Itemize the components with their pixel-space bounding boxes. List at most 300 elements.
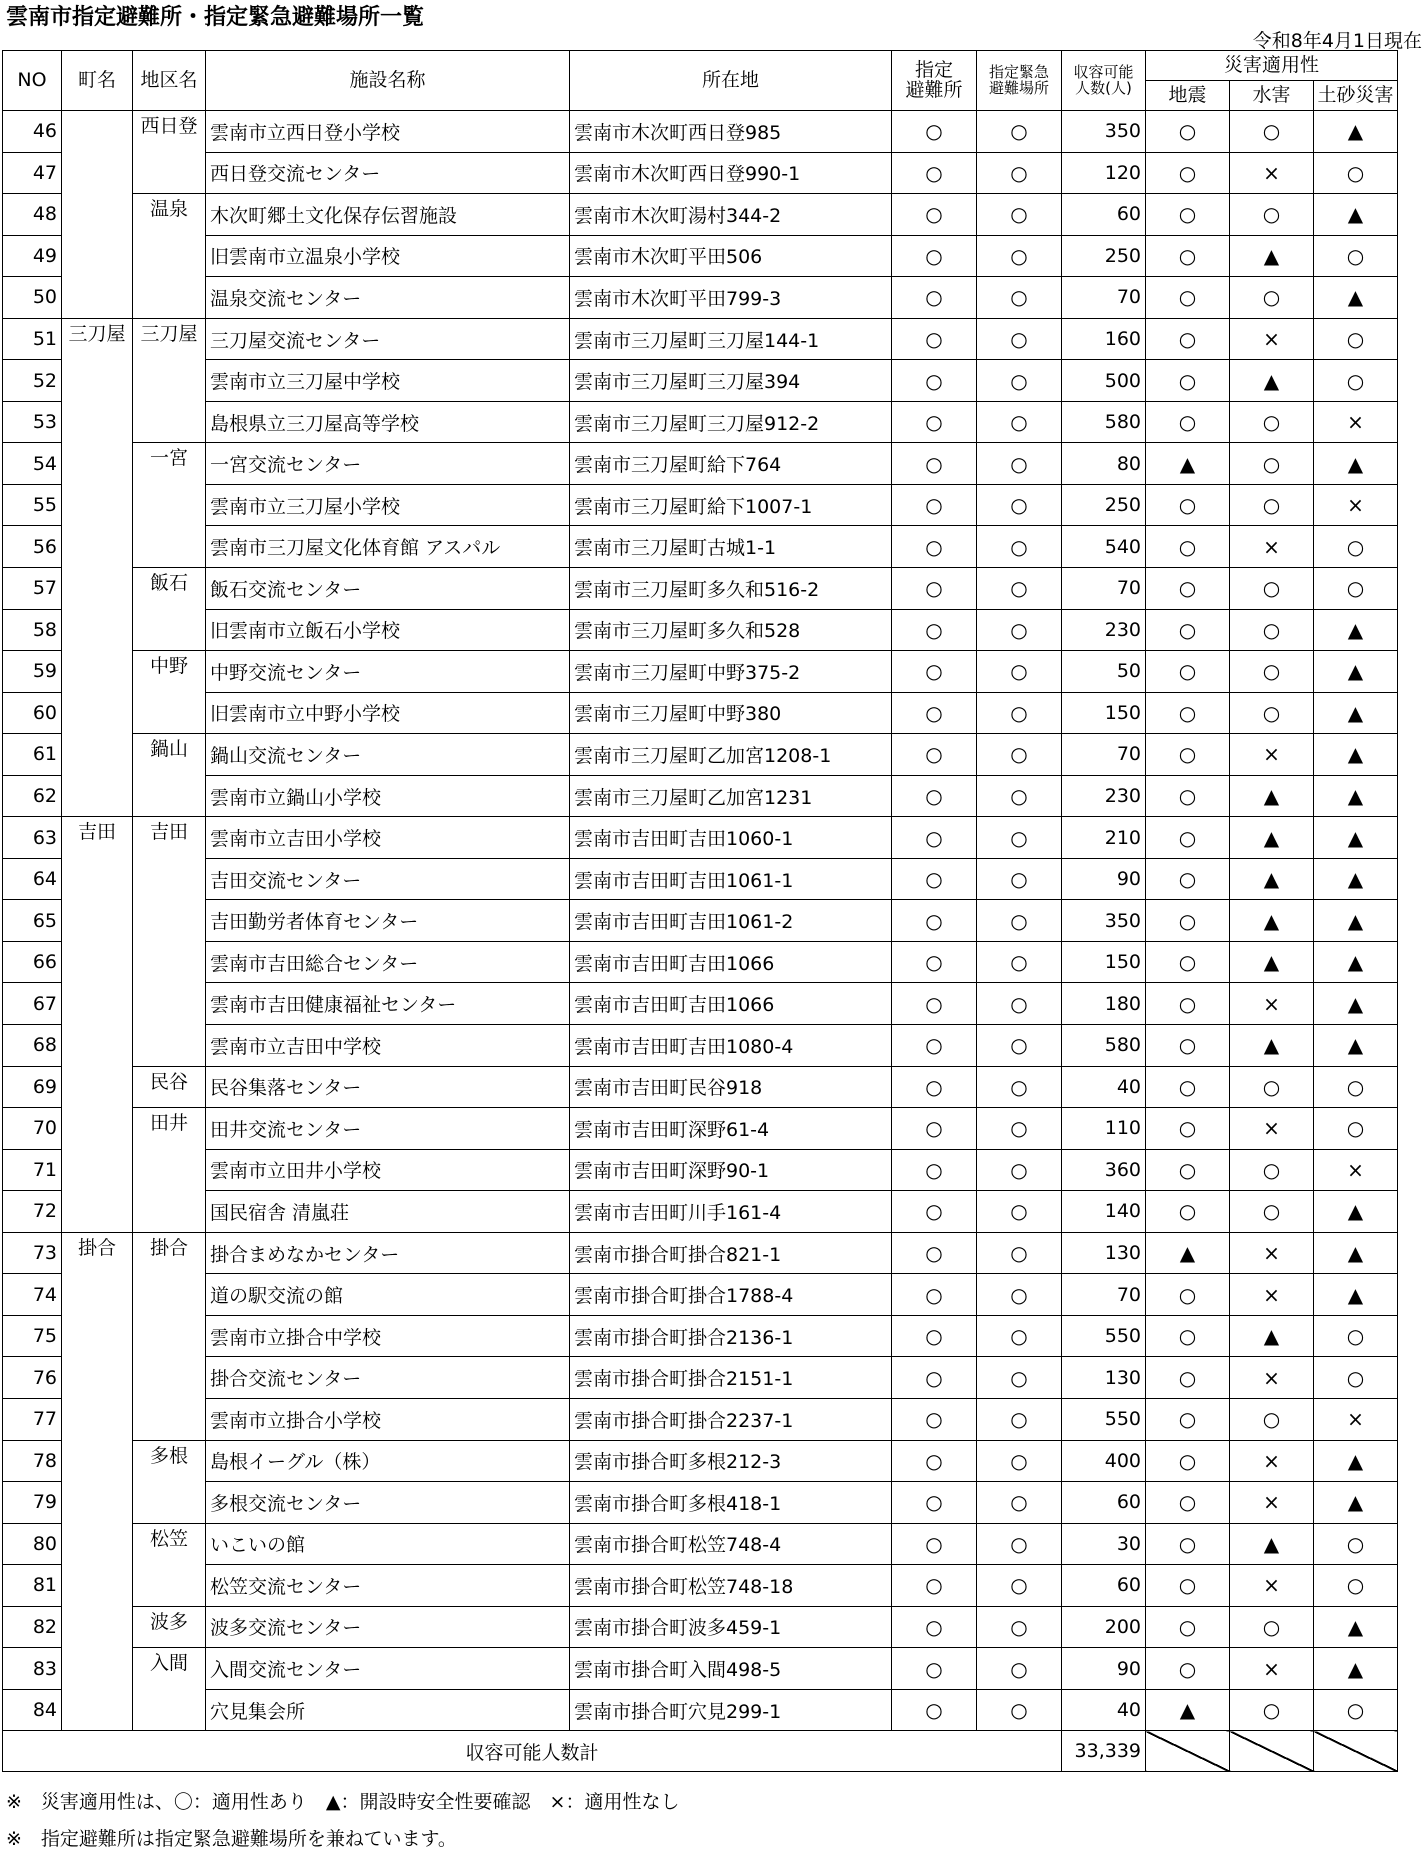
emergency-mark: ○ [977,194,1062,236]
capacity-value: 360 [1062,1149,1146,1191]
flood-mark: × [1230,1648,1314,1690]
facility-name: 雲南市三刀屋文化体育館 アスパル [206,526,570,568]
flood-mark: ○ [1230,277,1314,319]
facility-address: 雲南市吉田町吉田1061-1 [570,858,892,900]
table-row [3,152,1398,194]
emergency-mark: ○ [977,609,1062,651]
shelter-mark: ○ [892,1440,977,1482]
emergency-mark: ○ [977,360,1062,402]
facility-address: 雲南市三刀屋町中野375-2 [570,651,892,693]
flood-mark: ▲ [1230,360,1314,402]
shelter-mark: ○ [892,1606,977,1648]
facility-address: 雲南市三刀屋町給下764 [570,443,892,485]
facility-address: 雲南市掛合町松笠748-4 [570,1523,892,1565]
header-facility: 施設名称 [206,51,570,111]
landslide-mark: ▲ [1314,1648,1398,1690]
row-no: 74 [3,1274,62,1316]
emergency-mark: ○ [977,277,1062,319]
landslide-mark: ▲ [1314,1025,1398,1067]
flood-mark: × [1230,1357,1314,1399]
flood-mark: ○ [1230,1689,1314,1731]
header-emergency: 指定緊急 避難場所 [977,51,1062,111]
table-row [3,111,1398,153]
header-capacity: 収容可能 人数(人) [1062,51,1146,111]
quake-mark: ○ [1146,1025,1230,1067]
facility-address: 雲南市掛合町多根418-1 [570,1482,892,1524]
capacity-value: 150 [1062,692,1146,734]
landslide-mark: × [1314,484,1398,526]
district-name: 一宮 [133,443,206,568]
emergency-mark: ○ [977,568,1062,610]
landslide-mark: ▲ [1314,900,1398,942]
flood-mark: × [1230,1482,1314,1524]
flood-mark: ▲ [1230,1523,1314,1565]
flood-mark: ○ [1230,651,1314,693]
quake-mark: ▲ [1146,443,1230,485]
facility-name: 松笠交流センター [206,1565,570,1607]
landslide-mark: ▲ [1314,443,1398,485]
quake-mark: ○ [1146,1315,1230,1357]
flood-mark: ○ [1230,1606,1314,1648]
landslide-mark: ○ [1314,1066,1398,1108]
row-no: 80 [3,1523,62,1565]
emergency-mark: ○ [977,1191,1062,1233]
facility-name: 雲南市立西日登小学校 [206,111,570,153]
table-row [3,1232,1398,1274]
landslide-mark: ○ [1314,1108,1398,1150]
flood-mark: ▲ [1230,858,1314,900]
landslide-mark: ▲ [1314,858,1398,900]
table-row [3,692,1398,734]
table-body [3,111,1398,1772]
shelter-mark: ○ [892,484,977,526]
shelter-mark: ○ [892,1149,977,1191]
capacity-value: 540 [1062,526,1146,568]
facility-name: いこいの館 [206,1523,570,1565]
shelter-mark: ○ [892,941,977,983]
emergency-mark: ○ [977,941,1062,983]
table-row [3,1689,1398,1731]
facility-name: 三刀屋交流センター [206,318,570,360]
shelter-mark: ○ [892,318,977,360]
shelter-mark: ○ [892,817,977,859]
flood-mark: × [1230,1565,1314,1607]
emergency-mark: ○ [977,526,1062,568]
flood-mark: × [1230,152,1314,194]
capacity-value: 580 [1062,401,1146,443]
row-no: 68 [3,1025,62,1067]
quake-mark: ○ [1146,900,1230,942]
quake-mark: ○ [1146,1149,1230,1191]
capacity-value: 40 [1062,1066,1146,1108]
facility-name: 旧雲南市立中野小学校 [206,692,570,734]
capacity-value: 200 [1062,1606,1146,1648]
landslide-mark: ▲ [1314,277,1398,319]
capacity-value: 70 [1062,1274,1146,1316]
table-row [3,1025,1398,1067]
quake-mark: ○ [1146,568,1230,610]
district-name: 田井 [133,1108,206,1233]
header-district: 地区名 [133,51,206,111]
capacity-value: 90 [1062,858,1146,900]
emergency-mark: ○ [977,111,1062,153]
shelter-mark: ○ [892,651,977,693]
landslide-mark: ▲ [1314,111,1398,153]
facility-name: 飯石交流センター [206,568,570,610]
table-row [3,194,1398,236]
facility-name: 雲南市立鍋山小学校 [206,775,570,817]
shelter-mark: ○ [892,858,977,900]
quake-mark: ○ [1146,734,1230,776]
quake-mark: ○ [1146,1398,1230,1440]
quake-mark: ○ [1146,277,1230,319]
landslide-mark: ○ [1314,235,1398,277]
facility-name: 多根交流センター [206,1482,570,1524]
facility-address: 雲南市吉田町深野61-4 [570,1108,892,1150]
emergency-mark: ○ [977,817,1062,859]
landslide-mark: ▲ [1314,983,1398,1025]
emergency-mark: ○ [977,1108,1062,1150]
quake-mark: ▲ [1146,1689,1230,1731]
emergency-mark: ○ [977,1357,1062,1399]
quake-mark: ○ [1146,1066,1230,1108]
facility-address: 雲南市三刀屋町多久和516-2 [570,568,892,610]
header-no: NO [3,51,62,111]
facility-name: 吉田交流センター [206,858,570,900]
quake-mark: ▲ [1146,1232,1230,1274]
facility-name: 雲南市立田井小学校 [206,1149,570,1191]
quake-mark: ○ [1146,401,1230,443]
header-landslide: 土砂災害 [1314,81,1398,111]
flood-mark: ▲ [1230,941,1314,983]
shelter-mark: ○ [892,900,977,942]
emergency-mark: ○ [977,1149,1062,1191]
facility-address: 雲南市吉田町吉田1061-2 [570,900,892,942]
shelter-mark: ○ [892,1648,977,1690]
facility-name: 雲南市立三刀屋小学校 [206,484,570,526]
emergency-mark: ○ [977,235,1062,277]
row-no: 66 [3,941,62,983]
facility-name: 民谷集落センター [206,1066,570,1108]
town-name: 吉田 [62,817,133,1232]
flood-mark: ▲ [1230,235,1314,277]
facility-name: 旧雲南市立温泉小学校 [206,235,570,277]
header-flood: 水害 [1230,81,1314,111]
emergency-mark: ○ [977,651,1062,693]
table-row [3,1440,1398,1482]
slash-cell-quake [1146,1731,1230,1772]
table-row [3,983,1398,1025]
table-row [3,1523,1398,1565]
table-row [3,941,1398,983]
emergency-mark: ○ [977,983,1062,1025]
table-row [3,651,1398,693]
table-row [3,1066,1398,1108]
row-no: 70 [3,1108,62,1150]
capacity-value: 550 [1062,1398,1146,1440]
shelter-mark: ○ [892,775,977,817]
table-row [3,817,1398,859]
facility-address: 雲南市吉田町深野90-1 [570,1149,892,1191]
as-of-date: 令和8年4月1日現在 [1252,30,1422,52]
quake-mark: ○ [1146,235,1230,277]
landslide-mark: ○ [1314,526,1398,568]
row-no: 46 [3,111,62,153]
shelter-mark: ○ [892,1108,977,1150]
quake-mark: ○ [1146,111,1230,153]
landslide-mark: ▲ [1314,651,1398,693]
shelter-mark: ○ [892,235,977,277]
row-no: 83 [3,1648,62,1690]
quake-mark: ○ [1146,1357,1230,1399]
flood-mark: ○ [1230,1191,1314,1233]
landslide-mark: ▲ [1314,734,1398,776]
header-disaster: 災害適用性 [1146,51,1398,81]
row-no: 61 [3,734,62,776]
shelter-mark: ○ [892,443,977,485]
quake-mark: ○ [1146,983,1230,1025]
facility-address: 雲南市掛合町掛合2136-1 [570,1315,892,1357]
table-row [3,734,1398,776]
shelter-table [2,50,1398,1772]
shelter-mark: ○ [892,1523,977,1565]
table-row [3,318,1398,360]
facility-address: 雲南市木次町平田506 [570,235,892,277]
facility-name: 雲南市立吉田小学校 [206,817,570,859]
emergency-mark: ○ [977,1606,1062,1648]
facility-address: 雲南市三刀屋町中野380 [570,692,892,734]
facility-address: 雲南市三刀屋町三刀屋394 [570,360,892,402]
table-row [3,858,1398,900]
emergency-mark: ○ [977,1315,1062,1357]
landslide-mark: ○ [1314,318,1398,360]
facility-name: 雲南市立掛合中学校 [206,1315,570,1357]
shelter-mark: ○ [892,1191,977,1233]
row-no: 67 [3,983,62,1025]
table-row [3,1482,1398,1524]
facility-name: 木次町郷土文化保存伝習施設 [206,194,570,236]
row-no: 58 [3,609,62,651]
emergency-mark: ○ [977,484,1062,526]
landslide-mark: ○ [1314,360,1398,402]
facility-name: 雲南市立掛合小学校 [206,1398,570,1440]
district-name: 多根 [133,1440,206,1523]
landslide-mark: ▲ [1314,1274,1398,1316]
facility-address: 雲南市掛合町掛合2237-1 [570,1398,892,1440]
emergency-mark: ○ [977,692,1062,734]
row-no: 59 [3,651,62,693]
district-name: 入間 [133,1648,206,1731]
facility-address: 雲南市三刀屋町多久和528 [570,609,892,651]
shelter-mark: ○ [892,277,977,319]
district-name: 温泉 [133,194,206,319]
emergency-mark: ○ [977,1440,1062,1482]
row-no: 62 [3,775,62,817]
facility-name: 田井交流センター [206,1108,570,1150]
district-name: 鍋山 [133,734,206,817]
facility-address: 雲南市木次町西日登990-1 [570,152,892,194]
facility-address: 雲南市三刀屋町三刀屋912-2 [570,401,892,443]
facility-address: 雲南市掛合町多根212-3 [570,1440,892,1482]
quake-mark: ○ [1146,817,1230,859]
shelter-mark: ○ [892,568,977,610]
emergency-mark: ○ [977,401,1062,443]
row-no: 51 [3,318,62,360]
row-no: 72 [3,1191,62,1233]
row-no: 53 [3,401,62,443]
table-row [3,401,1398,443]
facility-address: 雲南市木次町平田799-3 [570,277,892,319]
facility-address: 雲南市掛合町掛合2151-1 [570,1357,892,1399]
flood-mark: ○ [1230,111,1314,153]
row-no: 79 [3,1482,62,1524]
flood-mark: × [1230,318,1314,360]
quake-mark: ○ [1146,194,1230,236]
row-no: 56 [3,526,62,568]
capacity-value: 50 [1062,651,1146,693]
district-name: 三刀屋 [133,318,206,443]
flood-mark: ▲ [1230,817,1314,859]
landslide-mark: ▲ [1314,1440,1398,1482]
row-no: 49 [3,235,62,277]
table-row [3,484,1398,526]
capacity-value: 350 [1062,900,1146,942]
landslide-mark: ▲ [1314,1482,1398,1524]
capacity-value: 250 [1062,235,1146,277]
facility-name: 中野交流センター [206,651,570,693]
emergency-mark: ○ [977,775,1062,817]
capacity-value: 180 [1062,983,1146,1025]
landslide-mark: ○ [1314,1315,1398,1357]
facility-address: 雲南市三刀屋町古城1-1 [570,526,892,568]
header-quake: 地震 [1146,81,1230,111]
landslide-mark: ▲ [1314,1232,1398,1274]
emergency-mark: ○ [977,1025,1062,1067]
table-row [3,1315,1398,1357]
facility-name: 島根イーグル（株） [206,1440,570,1482]
facility-address: 雲南市掛合町入間498-5 [570,1648,892,1690]
capacity-value: 400 [1062,1440,1146,1482]
quake-mark: ○ [1146,1565,1230,1607]
shelter-mark: ○ [892,1066,977,1108]
district-name: 掛合 [133,1232,206,1440]
district-name: 民谷 [133,1066,206,1108]
shelter-mark: ○ [892,1274,977,1316]
capacity-value: 40 [1062,1689,1146,1731]
shelter-note: ※ 指定避難所は指定緊急避難場所を兼ねています。 [6,1828,457,1850]
facility-address: 雲南市三刀屋町乙加宮1208-1 [570,734,892,776]
quake-mark: ○ [1146,651,1230,693]
facility-address: 雲南市掛合町掛合821-1 [570,1232,892,1274]
shelter-mark: ○ [892,360,977,402]
capacity-value: 140 [1062,1191,1146,1233]
row-no: 77 [3,1398,62,1440]
facility-address: 雲南市吉田町吉田1060-1 [570,817,892,859]
landslide-mark: ○ [1314,1689,1398,1731]
facility-address: 雲南市木次町西日登985 [570,111,892,153]
capacity-value: 60 [1062,1565,1146,1607]
emergency-mark: ○ [977,1482,1062,1524]
quake-mark: ○ [1146,1523,1230,1565]
quake-mark: ○ [1146,858,1230,900]
table-row [3,900,1398,942]
shelter-mark: ○ [892,609,977,651]
shelter-mark: ○ [892,1565,977,1607]
flood-mark: × [1230,983,1314,1025]
slash-cell-flood [1230,1731,1314,1772]
table-row [3,360,1398,402]
facility-name: 雲南市立吉田中学校 [206,1025,570,1067]
landslide-mark: ▲ [1314,194,1398,236]
quake-mark: ○ [1146,1108,1230,1150]
quake-mark: ○ [1146,318,1230,360]
row-no: 81 [3,1565,62,1607]
row-no: 52 [3,360,62,402]
capacity-value: 70 [1062,568,1146,610]
header-address: 所在地 [570,51,892,111]
emergency-mark: ○ [977,152,1062,194]
table-row [3,235,1398,277]
emergency-mark: ○ [977,1523,1062,1565]
capacity-value: 110 [1062,1108,1146,1150]
facility-name: 掛合まめなかセンター [206,1232,570,1274]
flood-mark: × [1230,1232,1314,1274]
quake-mark: ○ [1146,484,1230,526]
facility-name: 穴見集会所 [206,1689,570,1731]
emergency-mark: ○ [977,1689,1062,1731]
landslide-mark: ▲ [1314,1606,1398,1648]
shelter-mark: ○ [892,1232,977,1274]
emergency-mark: ○ [977,1398,1062,1440]
row-no: 60 [3,692,62,734]
facility-name: 一宮交流センター [206,443,570,485]
total-value: 33,339 [1062,1731,1146,1772]
facility-name: 吉田勤労者体育センター [206,900,570,942]
district-name: 松笠 [133,1523,206,1606]
shelter-mark: ○ [892,1398,977,1440]
capacity-value: 80 [1062,443,1146,485]
flood-mark: ○ [1230,568,1314,610]
flood-mark: ▲ [1230,900,1314,942]
table-row [3,277,1398,319]
row-no: 84 [3,1689,62,1731]
row-no: 64 [3,858,62,900]
facility-name: 雲南市吉田総合センター [206,941,570,983]
flood-mark: ○ [1230,443,1314,485]
shelter-mark: ○ [892,983,977,1025]
landslide-mark: × [1314,1398,1398,1440]
quake-mark: ○ [1146,609,1230,651]
total-row [3,1731,1398,1772]
table-row [3,1191,1398,1233]
flood-mark: ○ [1230,1066,1314,1108]
row-no: 55 [3,484,62,526]
flood-mark: ○ [1230,692,1314,734]
town-name [62,111,133,319]
facility-address: 雲南市三刀屋町三刀屋144-1 [570,318,892,360]
facility-name: 雲南市吉田健康福祉センター [206,983,570,1025]
table-row [3,1274,1398,1316]
quake-mark: ○ [1146,1440,1230,1482]
flood-mark: × [1230,1440,1314,1482]
shelter-mark: ○ [892,1482,977,1524]
emergency-mark: ○ [977,1274,1062,1316]
table-row [3,1398,1398,1440]
header-shelter: 指定 避難所 [892,51,977,111]
emergency-mark: ○ [977,318,1062,360]
flood-mark: × [1230,526,1314,568]
table-row [3,1648,1398,1690]
